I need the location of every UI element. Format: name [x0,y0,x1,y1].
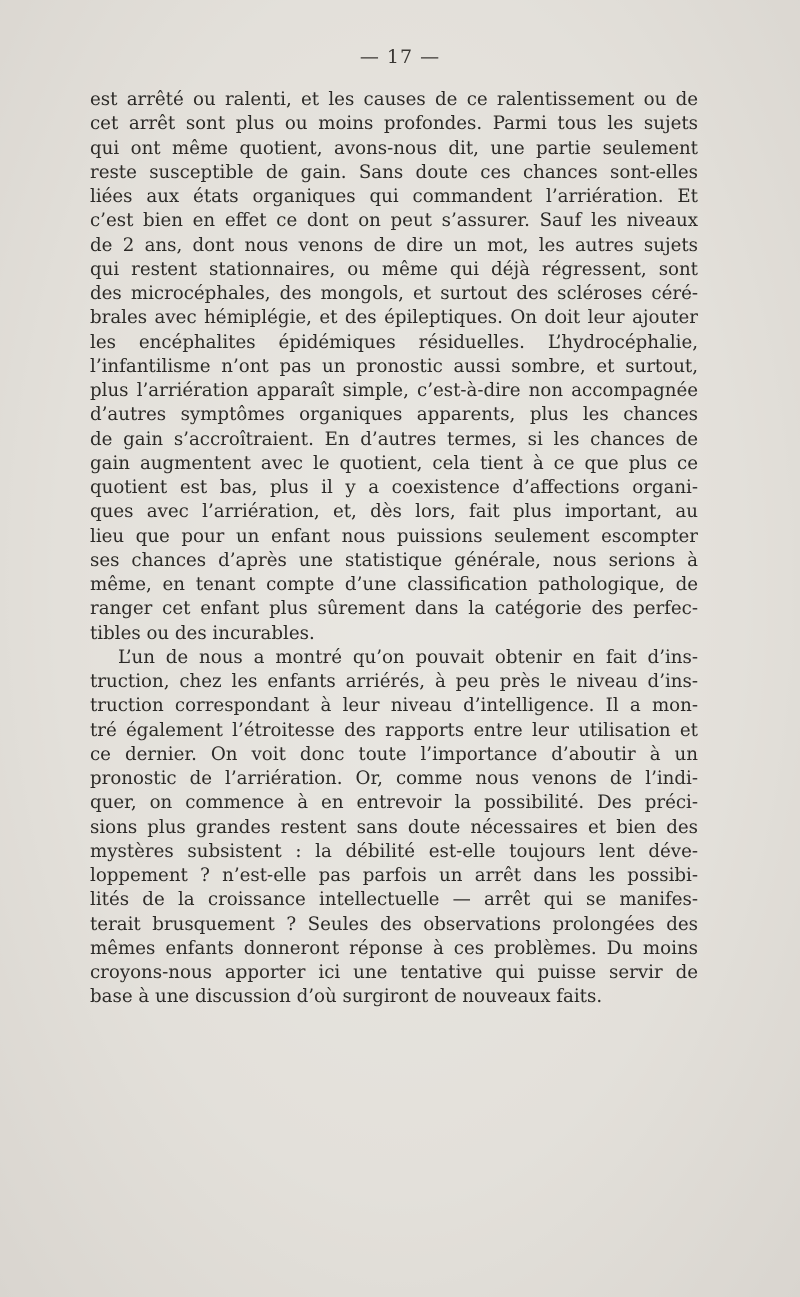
text-line: ques avec l’arriération, et, dès lors, fait plus important, au [90,501,698,523]
text-line: lieu que pour un enfant nous puissions seulement escompter [90,525,698,547]
text-line: qui ont même quotient, avons-nous dit, une partie seulement [90,137,698,159]
text-line: gain augmentent avec le quotient, cela tient à ce que plus ce [90,452,698,474]
text-line: sions plus grandes restent sans doute nécessaires et bien des [90,816,698,838]
paragraph-2 [90,646,698,1010]
text-line: base à une discussion d’où surgiront de nouveaux faits. [90,986,603,1008]
text-line: tibles ou des incurables. [90,622,315,644]
text-line: L’un de nous a montré qu’on pouvait obtenir en fait d’ins- [118,646,698,668]
text-line: quer, on commence à en entrevoir la possibilité. Des préci- [90,792,698,814]
text-line: pronostic de l’arriération. Or, comme nous venons de l’indi- [90,768,698,789]
text-line: brales avec hémiplégie, et des épileptiques. On doit leur ajouter [90,307,698,329]
text-line: terait brusquement ? Seules des observations prolongées des [90,913,698,935]
text-line: ce dernier. On voit donc toute l’importance d’aboutir à un [90,743,698,765]
text-line: c’est bien en effet ce dont on peut s’assurer. Sauf les niveaux [90,210,698,232]
text-line: loppement ? n’est-elle pas parfois un arrêt dans les possibi- [90,865,698,886]
text-line: lités de la croissance intellectuelle — arrêt qui se manifes- [90,889,698,911]
text-line: les encéphalites épidémiques résiduelles. L’hydrocéphalie, [90,331,698,353]
body-text [90,88,698,1010]
text-line: ranger cet enfant plus sûrement dans la catégorie des perfec- [90,598,698,620]
text-line: tré également l’étroitesse des rapports entre leur utilisation et [90,719,698,741]
text-line: des microcéphales, des mongols, et surtout des scléroses céré- [90,283,698,304]
text-line: mystères subsistent : la débilité est-elle toujours lent déve- [90,840,698,862]
text-line: de gain s’accroîtraient. En d’autres termes, si les chances de [90,428,698,450]
text-line: truction, chez les enfants arriérés, à peu près le niveau d’ins- [90,671,698,692]
text-line: d’autres symptômes organiques apparents, plus les chances [90,404,698,426]
text-line: qui restent stationnaires, ou même qui déjà régressent, sont [90,258,698,280]
text-line: ses chances d’après une statistique générale, nous serions à [90,549,698,571]
text-line: croyons-nous apporter ici une tentative qui puisse servir de [90,962,698,983]
text-line: cet arrêt sont plus ou moins profondes. Parmi tous les sujets [90,113,698,135]
text-line: liées aux états organiques qui commandent l’arriération. Et [90,186,698,207]
page-number: — 17 — [359,46,441,68]
text-line: mêmes enfants donneront réponse à ces problèmes. Du moins [90,937,698,959]
text-line: truction correspondant à leur niveau d’intelligence. Il a mon- [90,695,698,717]
text-line: quotient est bas, plus il y a coexistence d’affections organi- [90,477,698,498]
paragraph-1 [90,88,698,646]
text-line: est arrêté ou ralenti, et les causes de ce ralentissement ou de [90,89,698,110]
text-line: l’infantilisme n’ont pas un pronostic aussi sombre, et surtout, [90,355,698,377]
text-line: plus l’arriération apparaît simple, c’est-à-dire non accompagnée [90,380,698,401]
text-line: même, en tenant compte d’une classification pathologique, de [90,574,698,595]
text-line: de 2 ans, dont nous venons de dire un mot, les autres sujets [90,234,698,256]
text-line: reste susceptible de gain. Sans doute ces chances sont-elles [90,161,698,183]
